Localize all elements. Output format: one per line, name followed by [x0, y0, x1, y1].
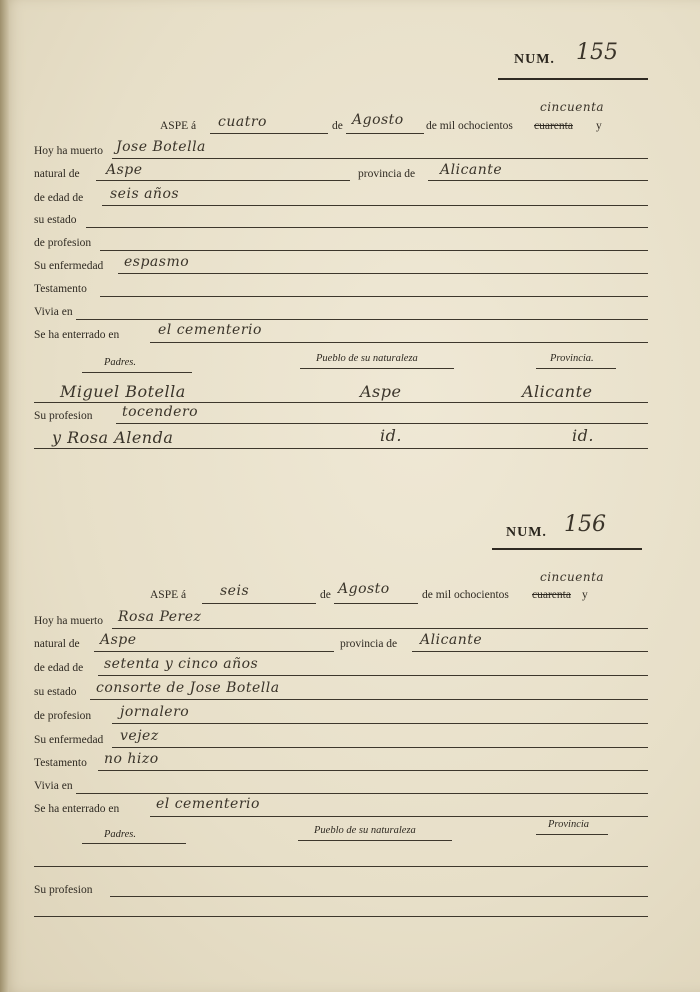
entry-2-year-struck: cuarenta	[532, 589, 571, 601]
entry-2-label-parents-profession: Su profesion	[34, 884, 93, 896]
entry-1-line-native	[96, 180, 350, 181]
entry-2-place-prefix: ASPE á	[150, 589, 187, 601]
entry-1-value-buried: el cementerio	[158, 322, 262, 338]
entry-1-value-native: Aspe	[106, 162, 143, 178]
entry-2-num-underline	[492, 548, 642, 550]
entry-1-year-correction: cincuenta	[540, 100, 605, 114]
entry-2-line-buried	[150, 816, 648, 817]
entry-1-label-profession: de profesion	[34, 237, 92, 249]
entry-2-value-age: setenta y cinco años	[104, 656, 259, 672]
entry-2-value-state: consorte de Jose Botella	[96, 680, 280, 696]
entry-2-line-will	[98, 770, 648, 771]
entry-1-place-prefix: ASPE á	[160, 120, 197, 132]
entry-1-line-profession	[100, 250, 648, 251]
entry-1-de: de	[332, 120, 343, 132]
entry-2-label-died: Hoy ha muerto	[34, 615, 103, 627]
entry-2-line-native	[94, 651, 334, 652]
entry-1-label-lived: Vivia en	[34, 306, 73, 318]
entry-2-day: seis	[220, 583, 250, 599]
entry-2-de: de	[320, 589, 331, 601]
entry-1-label-buried: Se ha enterrado en	[34, 329, 120, 341]
entry-2-label-profession: de profesion	[34, 710, 92, 722]
entry-1-label-parents-profession: Su profesion	[34, 410, 93, 422]
entry-2-line-lived	[76, 793, 648, 794]
entry-1-label-state: su estado	[34, 214, 77, 226]
entry-2-line-illness	[112, 747, 648, 748]
entry-1-mother-town: id.	[380, 426, 402, 445]
entry-1-label-province: provincia de	[358, 168, 416, 180]
entry-1-line-lived	[76, 319, 648, 320]
entry-1-year-prefix: de mil ochocientos	[426, 120, 513, 132]
entry-1-mother-province: id.	[572, 426, 594, 445]
entry-1-header-province-line	[536, 368, 616, 369]
entry-2-header-town-line	[298, 840, 452, 841]
entry-1-label-died: Hoy ha muerto	[34, 145, 103, 157]
entry-2-label-illness: Su enfermedad	[34, 734, 104, 746]
entry-1-num-value: 155	[576, 40, 618, 65]
entry-1-day: cuatro	[218, 114, 267, 130]
entry-2-year-prefix: de mil ochocientos	[422, 589, 509, 601]
entry-2-num-label: NUM.	[506, 525, 547, 540]
book-spine	[0, 0, 9, 992]
entry-2-header-province: Provincia	[548, 819, 590, 830]
entry-1-father-name: Miguel Botella	[60, 382, 186, 401]
entry-1-line-parents-profession	[116, 423, 648, 424]
entry-2-value-illness: vejez	[120, 728, 159, 744]
entry-2-line-age	[98, 675, 648, 676]
entry-2-header-parents-line	[82, 843, 186, 844]
entry-1-label-native: natural de	[34, 168, 80, 180]
entry-2-label-province: provincia de	[340, 638, 398, 650]
entry-1-day-line	[210, 133, 328, 134]
entry-2-month: Agosto	[338, 581, 390, 597]
entry-1-line-age	[102, 205, 648, 206]
entry-2-header-province-line	[536, 834, 608, 835]
entry-1-father-town: Aspe	[360, 382, 402, 401]
entry-1-num-underline	[498, 78, 648, 80]
entry-2-label-lived: Vivia en	[34, 780, 73, 792]
entry-2-header-town: Pueblo de su naturaleza	[314, 825, 416, 836]
entry-2-line-parents-profession	[110, 896, 648, 897]
entry-2-label-will: Testamento	[34, 757, 87, 769]
entry-2-year-y: y	[582, 589, 588, 601]
entry-2-value-native: Aspe	[100, 632, 137, 648]
entry-2-value-buried: el cementerio	[156, 796, 260, 812]
entry-2-header-parents: Padres.	[104, 829, 136, 840]
entry-1-mother-name: y Rosa Alenda	[52, 428, 174, 447]
entry-2-value-will: no hizo	[104, 751, 159, 767]
entry-1-header-parents: Padres.	[104, 357, 136, 368]
entry-1-label-illness: Su enfermedad	[34, 260, 104, 272]
entry-1-header-parents-line	[82, 372, 192, 373]
entry-1-line-mother	[34, 448, 648, 449]
entry-2-label-native: natural de	[34, 638, 80, 650]
entry-2-value-profession: jornalero	[120, 704, 190, 720]
entry-1-label-will: Testamento	[34, 283, 87, 295]
entry-1-line-will	[100, 296, 648, 297]
entry-1-line-died	[112, 158, 648, 159]
entry-1-line-province	[428, 180, 648, 181]
entry-1-header-town: Pueblo de su naturaleza	[316, 353, 418, 364]
entry-2-line-state	[90, 699, 648, 700]
entry-1-month-line	[346, 133, 424, 134]
entry-1-year-struck: cuarenta	[534, 120, 573, 132]
entry-2-value-province: Alicante	[420, 632, 483, 648]
entry-1-father-province: Alicante	[522, 382, 593, 401]
entry-1-value-illness: espasmo	[124, 254, 190, 270]
entry-2-line-father	[34, 866, 648, 867]
entry-2-year-correction: cincuenta	[540, 570, 605, 584]
entry-2-num-value: 156	[564, 512, 606, 537]
entry-1-year-y: y	[596, 120, 602, 132]
entry-2-line-mother	[34, 916, 648, 917]
entry-2-line-profession	[112, 723, 648, 724]
entry-1-value-age: seis años	[110, 186, 180, 202]
entry-2-label-buried: Se ha enterrado en	[34, 803, 120, 815]
entry-1-father-profession: tocendero	[122, 404, 199, 420]
entry-2-month-line	[334, 603, 418, 604]
entry-2-line-died	[112, 628, 648, 629]
entry-1-num-label: NUM.	[514, 52, 555, 67]
entry-1-header-town-line	[300, 368, 454, 369]
entry-1-line-state	[86, 227, 648, 228]
entry-2-line-province	[412, 651, 648, 652]
entry-2-value-died: Rosa Perez	[118, 609, 202, 625]
entry-1-value-died: Jose Botella	[116, 139, 206, 155]
entry-2-label-state: su estado	[34, 686, 77, 698]
entry-1-value-province: Alicante	[440, 162, 503, 178]
entry-1-label-age: de edad de	[34, 192, 84, 204]
entry-1-line-illness	[118, 273, 648, 274]
entry-1-month: Agosto	[352, 112, 404, 128]
entry-2-day-line	[202, 603, 316, 604]
entry-2-label-age: de edad de	[34, 662, 84, 674]
entry-1-line-father	[34, 402, 648, 403]
entry-1-line-buried	[150, 342, 648, 343]
entry-1-header-province: Provincia.	[550, 353, 594, 364]
